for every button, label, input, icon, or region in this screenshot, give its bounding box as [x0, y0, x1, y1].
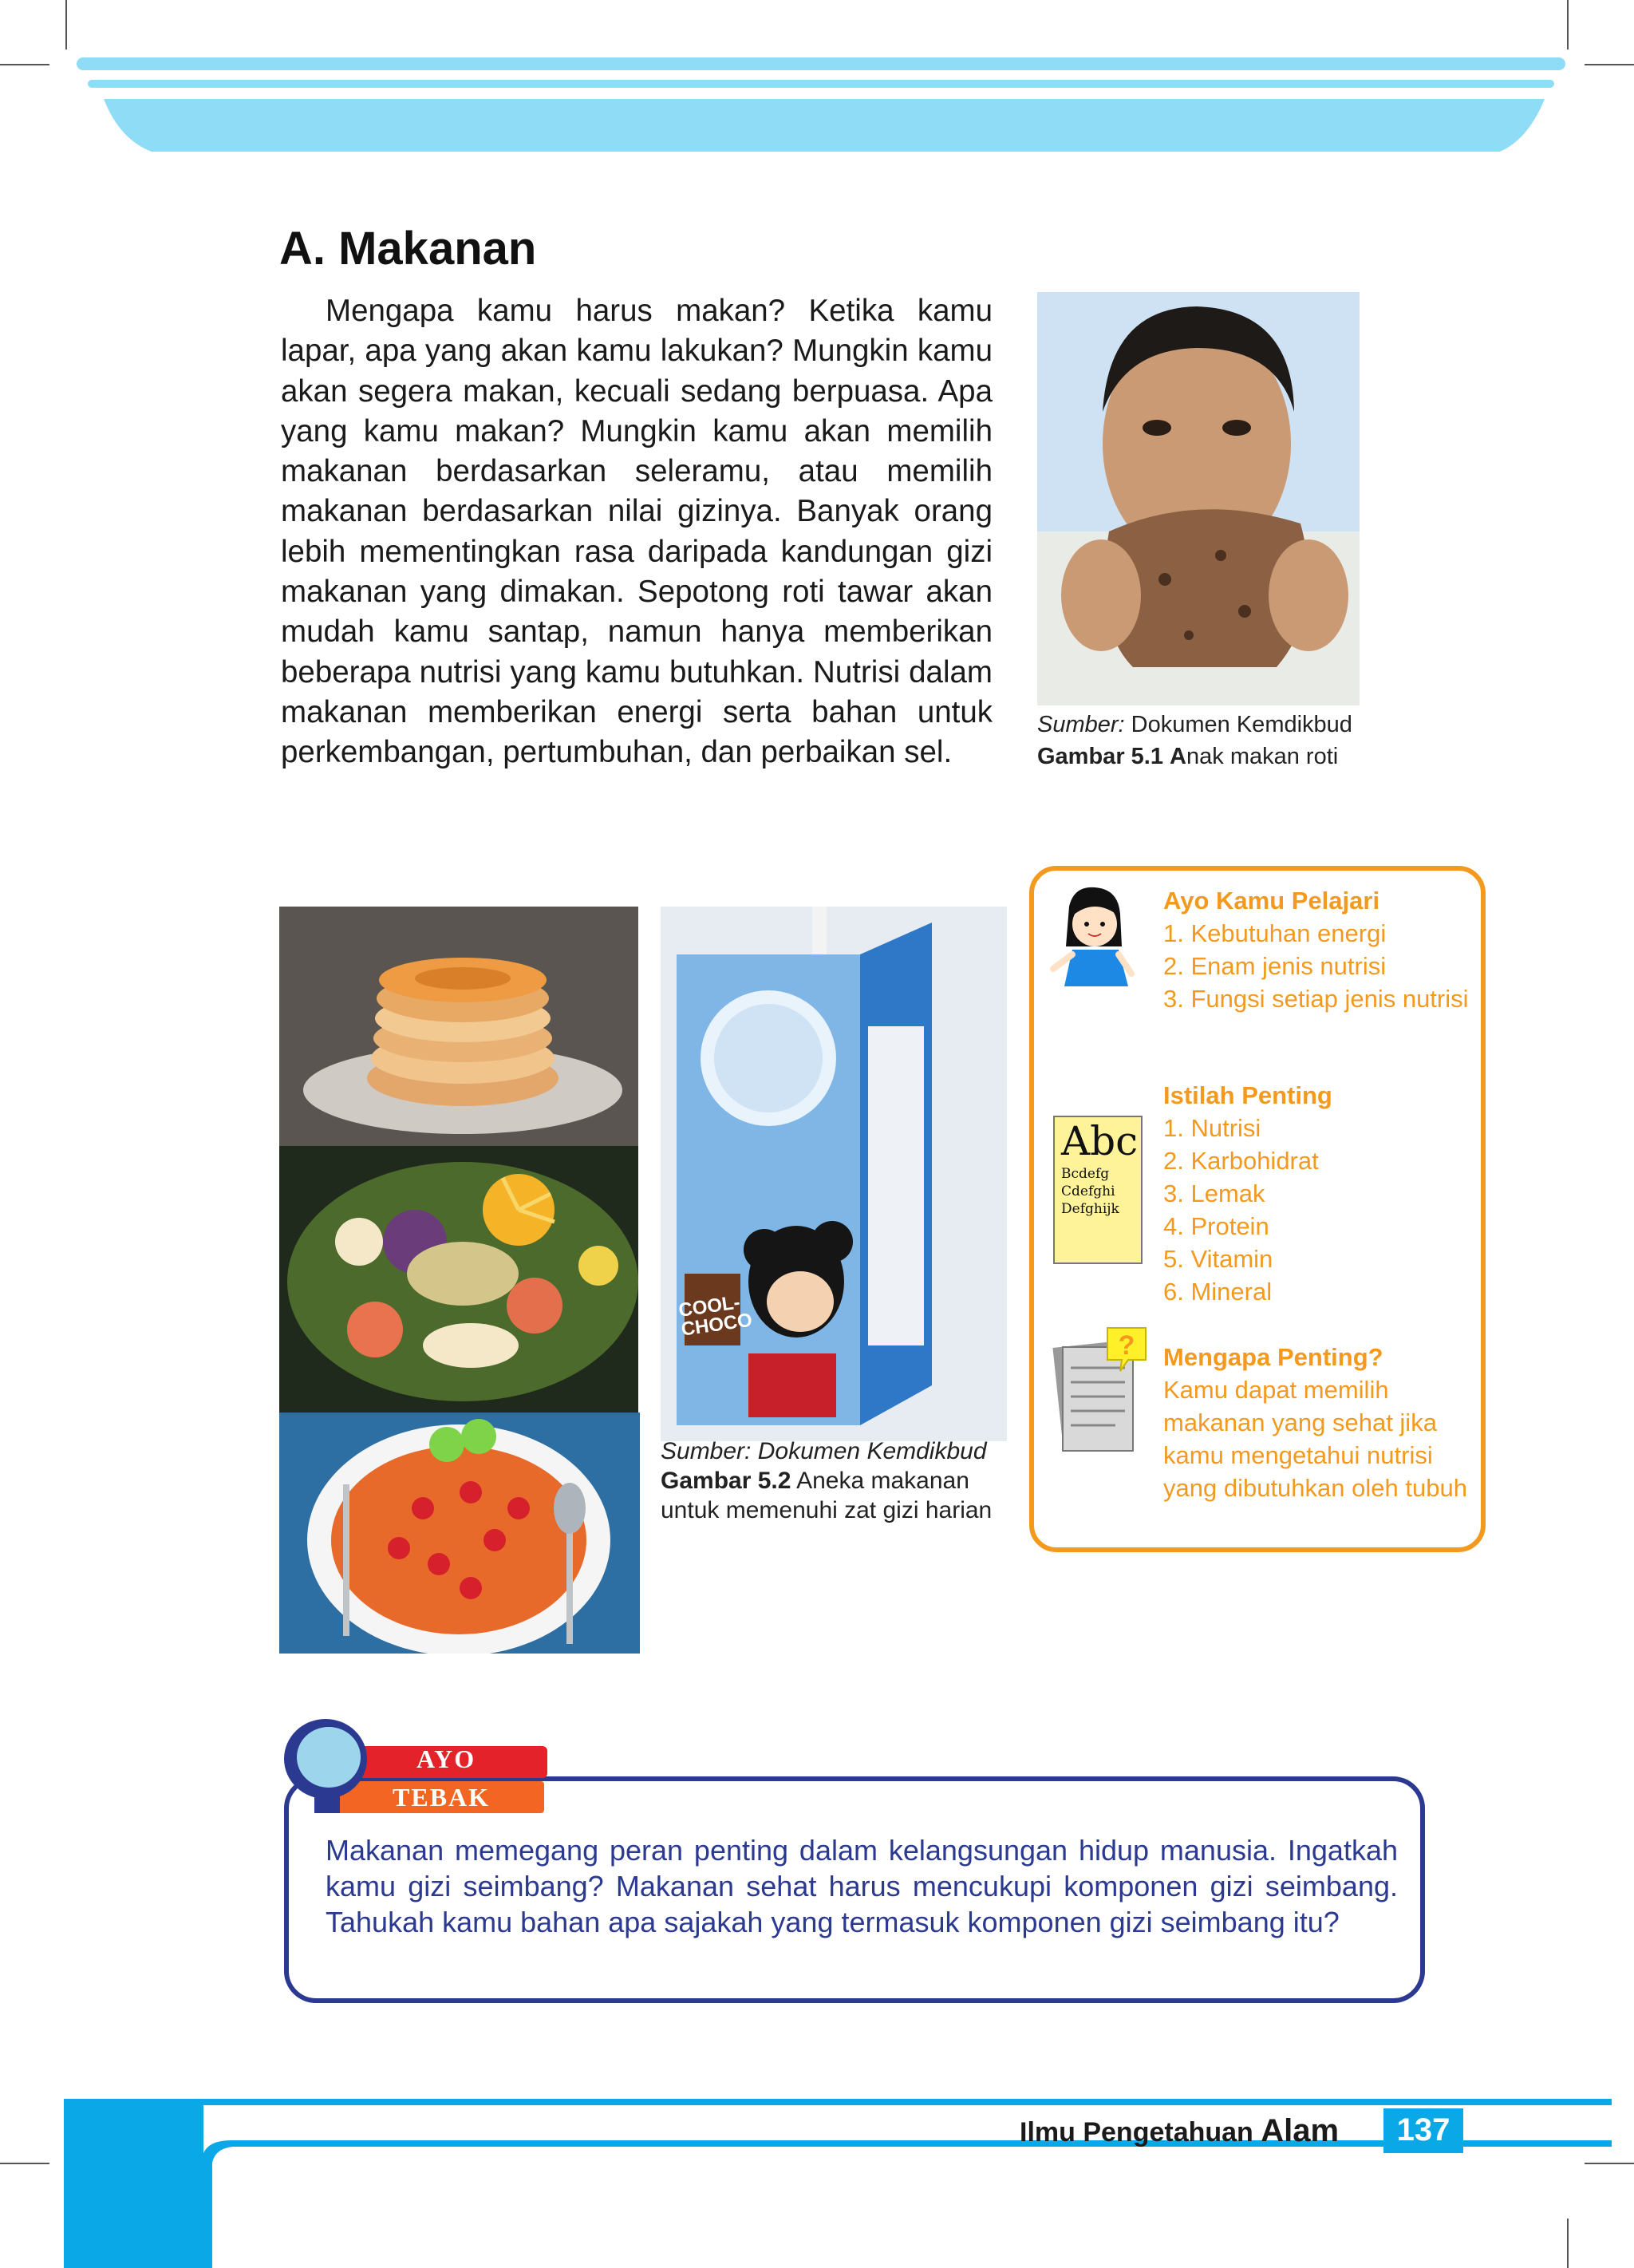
figure-label: Gambar 5.1	[1037, 744, 1163, 769]
figure-title: Aneka makanan untuk memenuhi zat gizi harian	[661, 1468, 993, 1523]
terms-item: 2. Karbohidrat	[1163, 1147, 1319, 1175]
figure-label: Gambar 5.2	[661, 1468, 791, 1494]
boy-eating-bread-photo	[1037, 292, 1360, 705]
header-band	[0, 0, 1634, 160]
fruit-salad-photo	[279, 1146, 638, 1413]
terms-item: 4. Protein	[1163, 1212, 1269, 1240]
abc-line-3: Defghijk	[1061, 1201, 1119, 1217]
terms-section	[1163, 1079, 1474, 1308]
learn-item: 1. Kebutuhan energi	[1163, 919, 1387, 947]
footer-subject-prefix: Ilmu Pengetahuan	[1020, 2117, 1253, 2147]
figure-5-2-caption	[661, 1436, 996, 1525]
abc-line-1: Bcdefg	[1061, 1166, 1110, 1182]
why-heading: Mengapa Penting?	[1163, 1343, 1383, 1371]
ayo-tebak-text: Makanan memegang peran penting dalam kelangsungan hidup manusia. Ingatkah kamu gizi seimbang? Makanan sehat harus mencukupi komponen gizi seimbang. Tahukah kamu bahan apa sajakah yang termasuk komponen gizi seimbang itu?	[326, 1834, 1398, 1938]
figure-title-initial: A	[1170, 744, 1186, 769]
abc-big-letters: Abc	[1061, 1118, 1139, 1164]
terms-item: 6. Mineral	[1163, 1278, 1273, 1306]
source-value: Dokumen Kemdikbud	[1131, 712, 1352, 737]
figure-5-1-title	[1037, 741, 1404, 772]
pancakes-photo	[279, 907, 638, 1146]
terms-heading: Istilah Penting	[1163, 1081, 1332, 1109]
footer-band	[0, 2091, 1634, 2268]
learn-heading: Ayo Kamu Pelajari	[1163, 887, 1380, 915]
figure-5-2-source: Sumber: Dokumen Kemdikbud	[661, 1438, 987, 1464]
learn-item: 2. Enam jenis nutrisi	[1163, 952, 1387, 980]
abc-line-2: Cdefghi	[1061, 1183, 1115, 1199]
figure-5-1-source	[1037, 709, 1404, 741]
carton-brand-label: COOL-CHOCO	[677, 1291, 754, 1341]
page-number: 137	[1396, 2112, 1450, 2147]
figure-5-1-caption	[1037, 709, 1404, 772]
learn-item: 3. Fungsi setiap jenis nutrisi	[1163, 985, 1469, 1013]
tebak-label: TEBAK	[393, 1783, 491, 1812]
section-title: A. Makanan	[279, 223, 537, 275]
footer-subject-main: Alam	[1261, 2113, 1340, 2148]
terms-item: 3. Lemak	[1163, 1179, 1265, 1207]
figure-title-rest: nak makan roti	[1186, 744, 1339, 769]
terms-item: 1. Nutrisi	[1163, 1114, 1261, 1142]
footer-subject	[1020, 2113, 1339, 2149]
ayo-label: AYO	[416, 1744, 476, 1773]
source-label: Sumber:	[1037, 712, 1125, 737]
intro-paragraph: Mengapa kamu harus makan? Ketika kamu lapar, apa yang akan kamu lakukan? Mungkin kamu akan segera makan, kecuali sedang berpuasa. Apa yang kamu makan? Mungkin kamu akan memilih makanan berdasarkan seleramu, atau memilih makanan berdasarkan nilai gizinya. Banyak orang lebih mementingkan rasa daripada kandungan gizi makanan yang dimakan. Sepotong roti tawar akan mudah kamu santap, namun hanya memberikan beberapa nutrisi yang kamu butuhkan. Nutrisi dalam makanan memberikan energi serta bahan untuk perkembangan, pertumbuhan, dan perbaikan sel.	[281, 294, 993, 770]
figure-5-2-title	[661, 1466, 996, 1525]
learn-section	[1163, 884, 1474, 1015]
carrot-salad-photo	[279, 1413, 640, 1654]
girl-icon	[1042, 883, 1144, 994]
terms-item: 5. Vitamin	[1163, 1245, 1273, 1273]
abc-notepad-icon	[1053, 1116, 1143, 1264]
why-section	[1163, 1341, 1471, 1504]
why-text: Kamu dapat memilih makanan yang sehat jika kamu mengetahui nutrisi yang dibutuhkan oleh tubuh	[1163, 1376, 1467, 1502]
question-paper-icon	[1052, 1320, 1154, 1459]
milk-carton-photo	[661, 907, 1007, 1441]
svg-text:?: ?	[1118, 1330, 1135, 1361]
